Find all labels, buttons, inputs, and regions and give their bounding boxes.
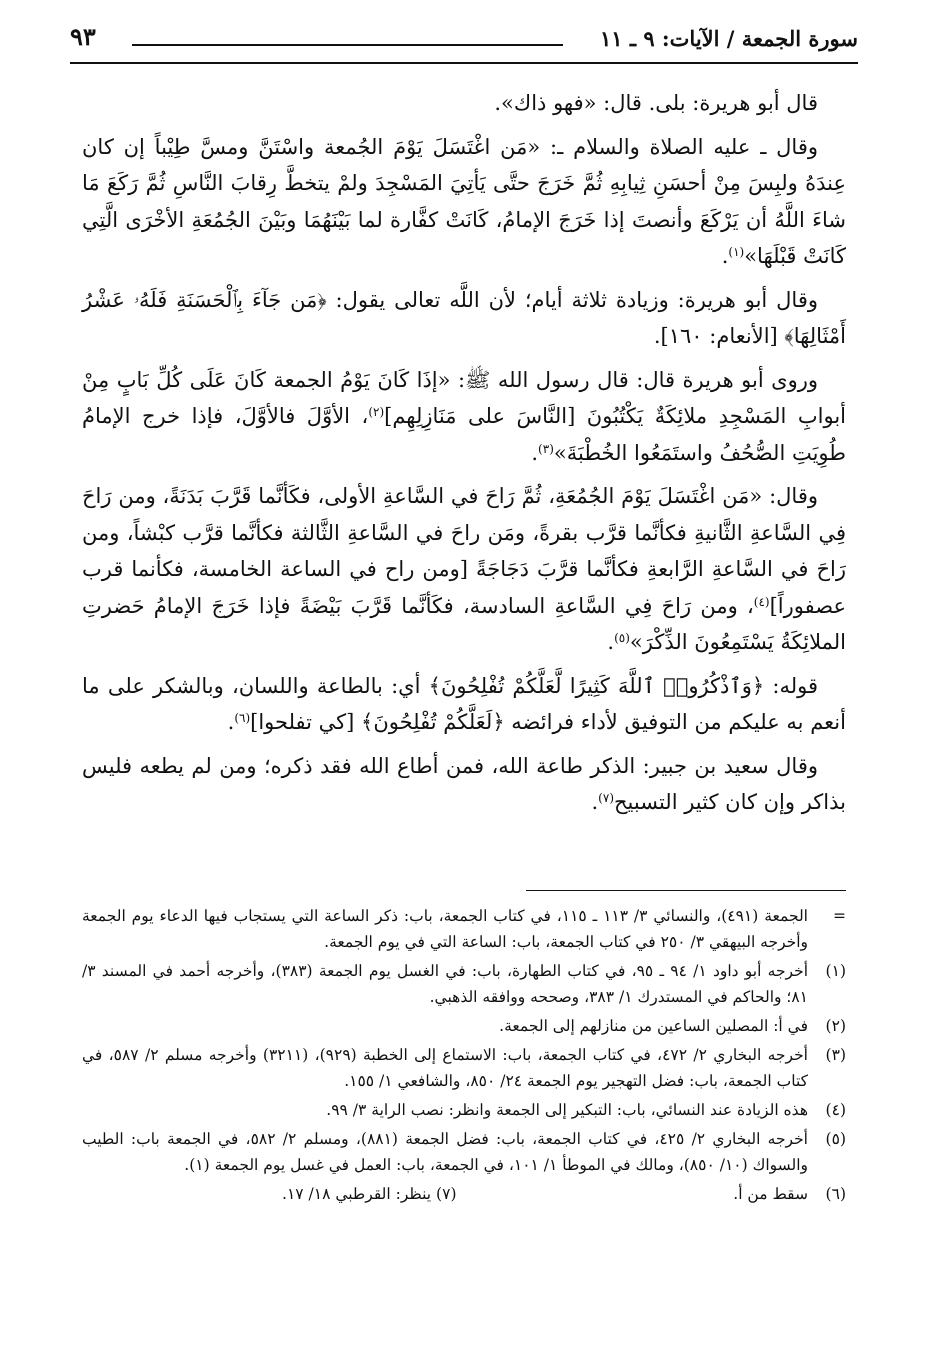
paragraph: وروى أبو هريرة قال: قال رسول الله ﷺ: «إذَا كَانَ يَوْمُ الجمعة كَانَ عَلَى كُلِّ بَابٍ مِنْ أبوابِ المَسْجِدِ ملائِكَةٌ يَكْتُبُونَ [النَّاسَ على مَنَازِلِهِم]$^{(٢)}$، الأوَّلَ فالأوَّلَ، فإذا خرج الإمامُ طُوِيَتِ الصُّحُفُ واستَمَعُوا الخُطْبَةَ»$^{(٣)}$. bbox=[82, 367, 846, 465]
footnote-ref: (٦) bbox=[234, 711, 251, 725]
paragraph: وقال: «مَن اغْتَسَلَ يَوْمَ الجُمُعَةِ، ثُمَّ رَاحَ في السَّاعةِ الأولى، فكَأنَّما قَرَّبَ بَدَنَةً، ومن رَاحَ فِي السَّاعةِ الثَّانيةِ فكأنَّما قرَّب بقرةً، ومَن راحَ في السَّاعةِ الثَّالثة فكأنَّما قرَّب كبْشاً، ومن رَاحَ في السَّاعةِ الرَّابعةِ فكأنَّما قرَّبَ دَجَاجَةً [ومن راح في الساعة الخامسة، فكأنما قرب عصفوراً]$^{(٤)}$، ومن رَاحَ فِي السَّاعةِ السادسة، فكَأنَّما قَرَّبَ بَيْضَةً فإذا خَرَجَ الإمامُ حَضرتِ الملائِكَةُ يَسْتَمِعُونَ الذِّكْرَ»$^{(٥)}$. bbox=[82, 484, 846, 654]
footnote: (٢) في أ: المصلين الساعين من منازلهم إلى الجمعة. bbox=[499, 1017, 846, 1035]
footnote: (٥) أخرجه البخاري ٢/ ٤٢٥، في كتاب الجمعة، باب: فضل الجمعة (٨٨١)، ومسلم ٢/ ٥٨٢، في الجمعة باب: الطيب والسواك (١٠/ ٨٥٠)، ومالك في الموطأ ١/ ١٠١، في الجمعة، باب: العمل في غسل يوم الجمعة (١). bbox=[82, 1130, 846, 1174]
paragraph: وقال سعيد بن جبير: الذكر طاعة الله، فمن أطاع الله فقد ذكره؛ ومن لم يطعه فليس بذاكر وإن كان كثير التسبيح$^{(٧)}$. bbox=[82, 753, 846, 814]
page-number: ٩٣ bbox=[70, 22, 96, 51]
footnote-pair bbox=[82, 1181, 846, 1207]
footnote: (٧) ينظر: القرطبي ١٨/ ١٧. bbox=[282, 1185, 457, 1203]
footnote-ref: (١) bbox=[728, 245, 745, 259]
footnote: (١) أخرجه أبو داود ١/ ٩٤ ـ ٩٥، في كتاب الطهارة، باب: في الغسل يوم الجمعة (٣٨٣)، وأخرجه أحمد في المسند ٣/ ٨١؛ والحاكم في المستدرك ١/ ٣٨٣، وصححه ووافقه الذهبي. bbox=[82, 962, 846, 1006]
footnote-num: (٦) bbox=[825, 1185, 846, 1203]
running-title: سورة الجمعة / الآيات: ٩ ـ ١١ bbox=[599, 26, 858, 51]
footnote: = الجمعة (٤٩١)، والنسائي ٣/ ١١٣ ـ ١١٥، في كتاب الجمعة، باب: ذكر الساعة التي يستجاب فيها الدعاء يوم الجمعة وأخرجه البيهقي ٣/ ٢٥٠ في كتاب الجمعة، باب: الساعة التي في يوم الجمعة. bbox=[82, 907, 846, 951]
main-text bbox=[82, 85, 846, 828]
paragraph: قوله: ﴿وَٱذْكُرُوا۟ ٱللَّهَ كَثِيرًا لَّعَلَّكُمْ تُفْلِحُونَ﴾ أي: بالطاعة واللسان، وبالشكر على ما أنعم به عليكم من التوفيق لأداء فرائضه ﴿لَعَلَّكُمْ تُفْلِحُونَ﴾ [كي تفلحوا]$^{(٦)}$. bbox=[82, 673, 846, 734]
page-header bbox=[70, 22, 858, 62]
paragraph: وقال أبو هريرة: وزيادة ثلاثة أيام؛ لأن اللَّه تعالى يقول: ﴿مَن جَآءَ بِٱلْحَسَنَةِ فَلَهُۥ عَشْرُ أَمْثَالِهَا﴾ [الأنعام: ١٦٠]. bbox=[82, 287, 846, 348]
footnote: (٣) أخرجه البخاري ٢/ ٤٧٢، في كتاب الجمعة، باب: الاستماع إلى الخطبة (٩٢٩)، (٣٢١١) وأخرجه مسلم ٢/ ٥٨٧، في كتاب الجمعة، باب: فضل التهجير يوم الجمعة ٢٤/ ٨٥٠، والشافعي ١/ ١٥٥. bbox=[82, 1046, 846, 1090]
footnote-separator bbox=[526, 890, 846, 891]
footnote: سقط من أ. bbox=[733, 1185, 808, 1203]
header-line bbox=[132, 44, 563, 46]
paragraph: قال أبو هريرة: بلى. قال: «فهو ذاك». bbox=[494, 91, 818, 115]
header-rule bbox=[70, 62, 858, 64]
footnote-ref: (٧) bbox=[598, 791, 614, 805]
footnote-ref: (٥) bbox=[614, 631, 630, 645]
footnote-ref: (٤) bbox=[753, 594, 770, 609]
footnote: (٤) هذه الزيادة عند النسائي، باب: التبكير إلى الجمعة وانظر: نصب الراية ٣/ ٩٩. bbox=[326, 1101, 846, 1119]
paragraph: وقال ـ عليه الصلاة والسلام ـ: «مَن اغْتَسَلَ يَوْمَ الجُمعة واسْتَنَّ ومسَّ طِيْباً إن كان عِندَهُ ولبِسَ مِنْ أحسَنِ ثِيابِهِ ثُمَّ خَرَجَ حتَّى يَأتِيَ المَسْجِدَ ولمْ يتخطَّ رِقابَ النَّاسِ ثُمَّ رَكَعَ مَا شاءَ اللَّهُ أن يَرْكَعَ وأنصتَ إذا خَرَجَ الإمامُ، كَانَتْ كفَّارة لما بَيْنَهُمَا وبَيْنَ الجُمُعَةِ الأخْرَى الَّتِي كَانَتْ قَبْلَهَا»$^{(١)}$. bbox=[82, 134, 846, 268]
footnotes bbox=[82, 903, 846, 1207]
footnote-ref: (٢) bbox=[368, 405, 385, 419]
footnote-ref: (٣) bbox=[538, 441, 554, 456]
